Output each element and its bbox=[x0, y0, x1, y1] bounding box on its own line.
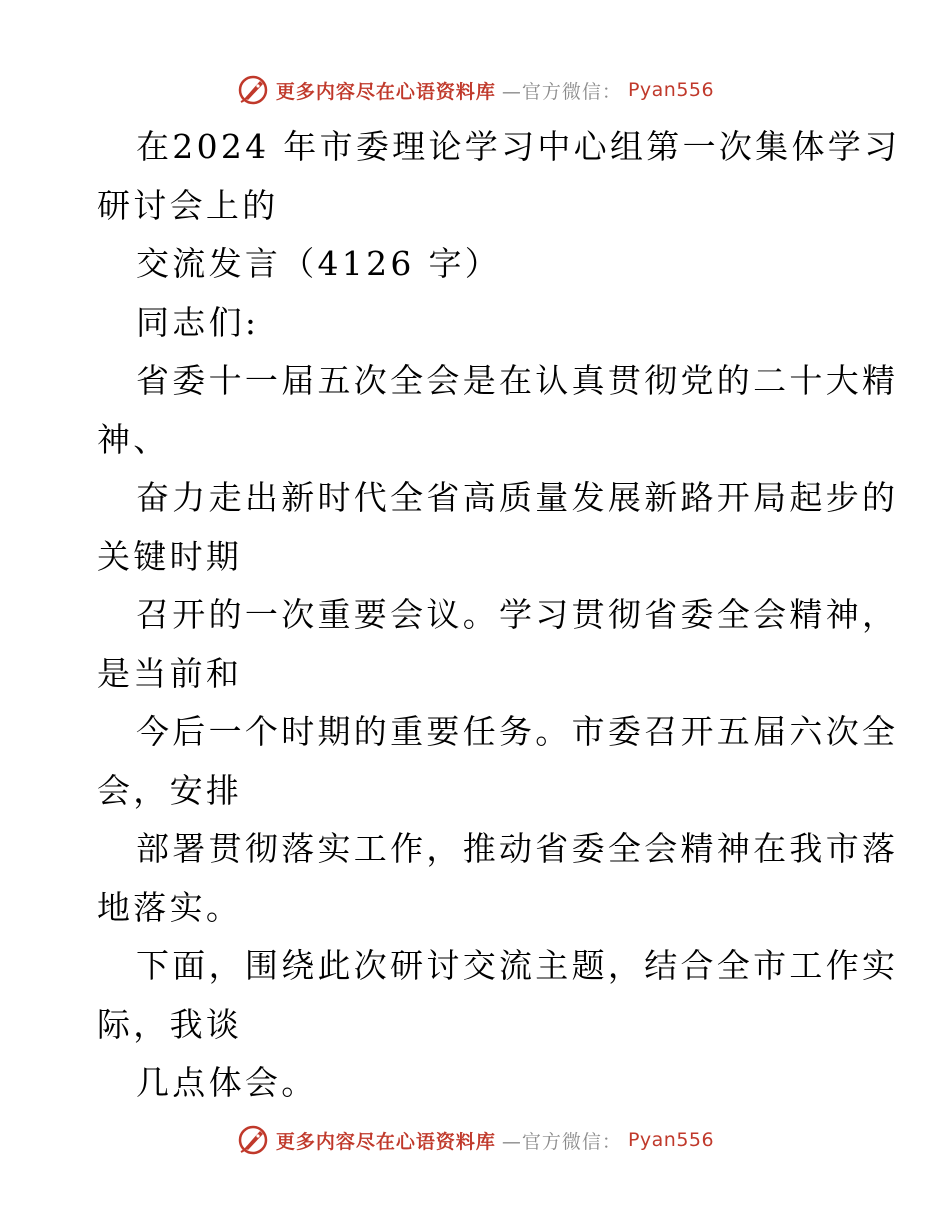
text-line: 神、 bbox=[97, 419, 170, 459]
text-line: 是当前和 bbox=[97, 653, 243, 693]
text-line: 交流发言（4126 字） bbox=[136, 244, 502, 283]
text-line: 会，安排 bbox=[97, 770, 243, 810]
text-line: 奋力走出新时代全省高质量发展新路开局起步的 bbox=[136, 478, 899, 517]
text-line: 在2024 年市委理论学习中心组第一次集体学习 bbox=[136, 127, 901, 166]
banner-wechat-label: —官方微信： bbox=[501, 80, 622, 103]
banner-wechat-id: Pyan556 bbox=[627, 79, 715, 101]
text-line: 同志们: bbox=[136, 302, 260, 342]
text-line: 研讨会上的 bbox=[97, 185, 279, 225]
banner-wechat-label: —官方微信： bbox=[501, 1130, 622, 1153]
text-line: 际，我谈 bbox=[97, 1004, 243, 1044]
footer-banner bbox=[0, 1120, 950, 1160]
text-line: 地落实。 bbox=[97, 887, 243, 927]
banner-site-name: 更多内容尽在心语资料库 bbox=[275, 1130, 496, 1153]
banner-wechat-id: Pyan556 bbox=[627, 1129, 715, 1151]
document-body bbox=[97, 118, 901, 1113]
text-line: 省委十一届五次全会是在认真贯彻党的二十大精 bbox=[136, 361, 899, 400]
text-line: 几点体会。 bbox=[136, 1063, 318, 1102]
quill-pen-circle-icon bbox=[236, 1123, 270, 1157]
banner-site-name: 更多内容尽在心语资料库 bbox=[275, 80, 496, 103]
text-line: 召开的一次重要会议。学习贯彻省委全会精神， bbox=[136, 595, 899, 634]
text-line: 部署贯彻落实工作，推动省委全会精神在我市落 bbox=[136, 829, 899, 868]
header-banner bbox=[0, 70, 950, 110]
quill-pen-circle-icon bbox=[236, 73, 270, 107]
text-line: 关键时期 bbox=[97, 536, 243, 576]
text-line: 下面，围绕此次研讨交流主题，结合全市工作实 bbox=[136, 946, 899, 985]
text-line: 今后一个时期的重要任务。市委召开五届六次全 bbox=[136, 712, 899, 751]
